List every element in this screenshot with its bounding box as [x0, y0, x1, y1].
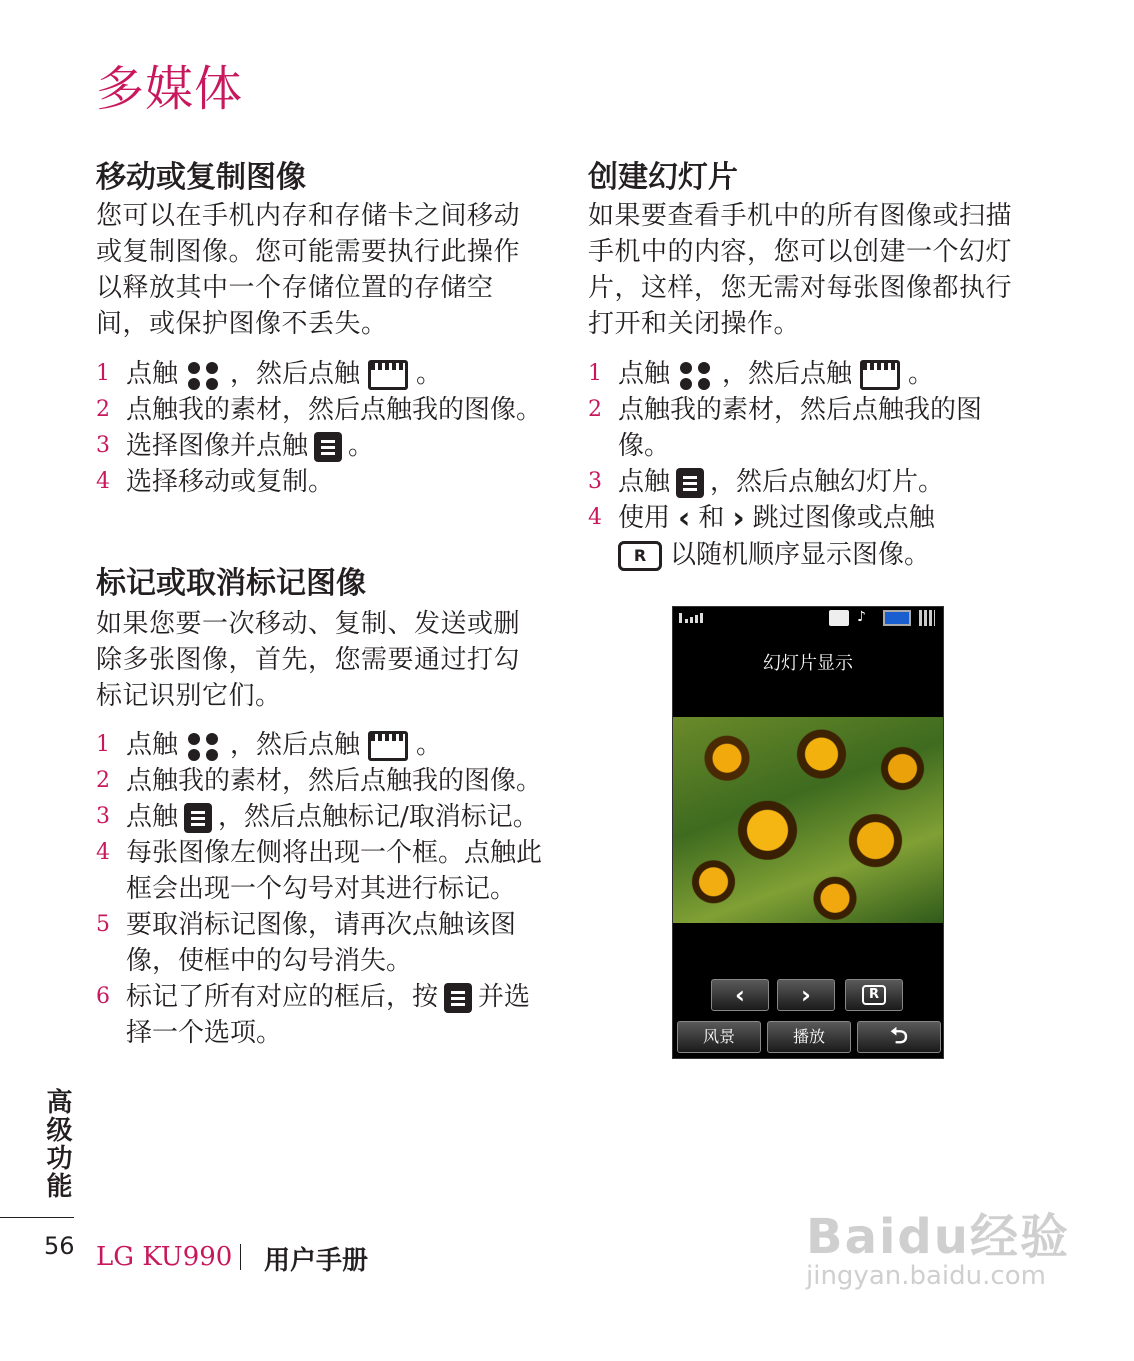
intro-line: 标记识别它们。 — [96, 681, 282, 711]
menu-icon — [314, 432, 342, 462]
status-bar — [673, 607, 943, 631]
intro-line: 如果您要一次移动、复制、发送或删 — [96, 609, 521, 639]
footer-brand: LG KU990 — [96, 1242, 233, 1272]
intro-line: 如果要查看手机中的所有图像或扫描 — [588, 201, 1013, 231]
step-item: 5 要取消标记图像，请再次点触该图像，使框中的勾号消失。 — [96, 910, 517, 976]
section-heading-move-copy: 移动或复制图像 — [96, 160, 306, 195]
step-item: 1 点触 ，然后点触 。 — [96, 730, 443, 760]
step-item: 1 点触 ，然后点触 。 — [96, 359, 443, 389]
slideshow-steps — [588, 356, 1018, 573]
apps-icon — [919, 610, 935, 626]
intro-line: 手机中的内容，您可以创建一个幻灯 — [588, 237, 1013, 267]
mark-intro — [96, 606, 556, 714]
signal-icon — [679, 611, 705, 628]
grid-menu-icon — [678, 360, 714, 390]
random-icon: R — [862, 985, 886, 1005]
step-item: 4 每张图像左侧将出现一个框。点触此框会出现一个勾号对其进行标记。 — [96, 838, 543, 904]
intro-line: 您可以在手机内存和存储卡之间移动 — [96, 201, 521, 231]
intro-line: 除多张图像，首先，您需要通过打勾 — [96, 645, 521, 675]
step-item: 2 点触我的素材，然后点触我的图像。 — [96, 395, 543, 425]
intro-line: 或复制图像。您可能需要执行此操作 — [96, 237, 521, 267]
intro-line: 片，这样，您无需对每张图像都执行 — [588, 273, 1013, 303]
next-button[interactable]: › — [777, 979, 835, 1011]
back-button[interactable] — [857, 1021, 941, 1053]
slideshow-title: 幻灯片显示 — [763, 653, 853, 674]
section-heading-mark: 标记或取消标记图像 — [96, 566, 366, 601]
sunflower-photo — [673, 717, 943, 923]
intro-line: 以释放其中一个存储位置的存储空 — [96, 273, 494, 303]
chevron-left-icon: ‹ — [678, 501, 691, 536]
watermark — [806, 1198, 1070, 1291]
phone-screenshot — [672, 606, 944, 1059]
mark-steps — [96, 727, 551, 1051]
battery-icon — [883, 610, 911, 626]
chevron-right-icon: › — [732, 501, 745, 536]
footer-separator — [240, 1244, 241, 1270]
watermark-url: jingyan.baidu.com — [806, 1261, 1046, 1291]
side-divider — [0, 1217, 74, 1218]
footer-manual: 用户手册 — [264, 1246, 369, 1276]
message-icon — [829, 610, 849, 626]
step-item: 6 标记了所有对应的框后，按 并选择一个选项。 — [96, 982, 531, 1048]
side-chapter-label: 高级功能 — [42, 1088, 72, 1200]
page-title: 多媒体 — [96, 61, 244, 117]
grid-menu-icon — [186, 360, 222, 390]
scenery-button[interactable]: 风景 — [677, 1021, 761, 1053]
page-number: 56 — [44, 1232, 75, 1260]
random-button[interactable] — [845, 979, 903, 1011]
step-item: 4 使用 ‹ 和 › 跳过图像或点触 R 以随机顺序显示图像。 — [588, 501, 935, 570]
section-heading-slideshow: 创建幻灯片 — [588, 160, 738, 195]
intro-line: 打开和关闭操作。 — [588, 309, 801, 339]
menu-icon — [676, 468, 704, 498]
gallery-icon — [368, 360, 408, 390]
move-copy-steps — [96, 356, 556, 500]
gallery-icon — [860, 360, 900, 390]
watermark-logo: Baidu经验 — [806, 1209, 1070, 1265]
music-icon: ♪ — [857, 609, 866, 625]
step-item: 2 点触我的素材，然后点触我的图像。 — [96, 766, 543, 796]
grid-menu-icon — [186, 731, 222, 761]
play-button[interactable]: 播放 — [767, 1021, 851, 1053]
back-icon: ⮌ — [890, 1024, 908, 1049]
intro-line: 间，或保护图像不丢失。 — [96, 309, 388, 339]
step-item: 1 点触 ，然后点触 。 — [588, 359, 935, 389]
step-item: 3 点触 ，然后点触幻灯片。 — [588, 467, 945, 497]
prev-button[interactable]: ‹ — [711, 979, 769, 1011]
step-item: 3 选择图像并点触 。 — [96, 431, 375, 461]
menu-icon — [444, 983, 472, 1013]
step-item: 3 点触 ，然后点触标记/取消标记。 — [96, 802, 539, 832]
slideshow-intro — [588, 198, 1048, 342]
move-copy-intro — [96, 198, 556, 342]
gallery-icon — [368, 731, 408, 761]
menu-icon — [184, 803, 212, 833]
random-order-icon: R — [618, 541, 662, 571]
step-item: 4 选择移动或复制。 — [96, 467, 335, 497]
step-item: 2 点触我的素材，然后点触我的图像。 — [588, 395, 983, 461]
